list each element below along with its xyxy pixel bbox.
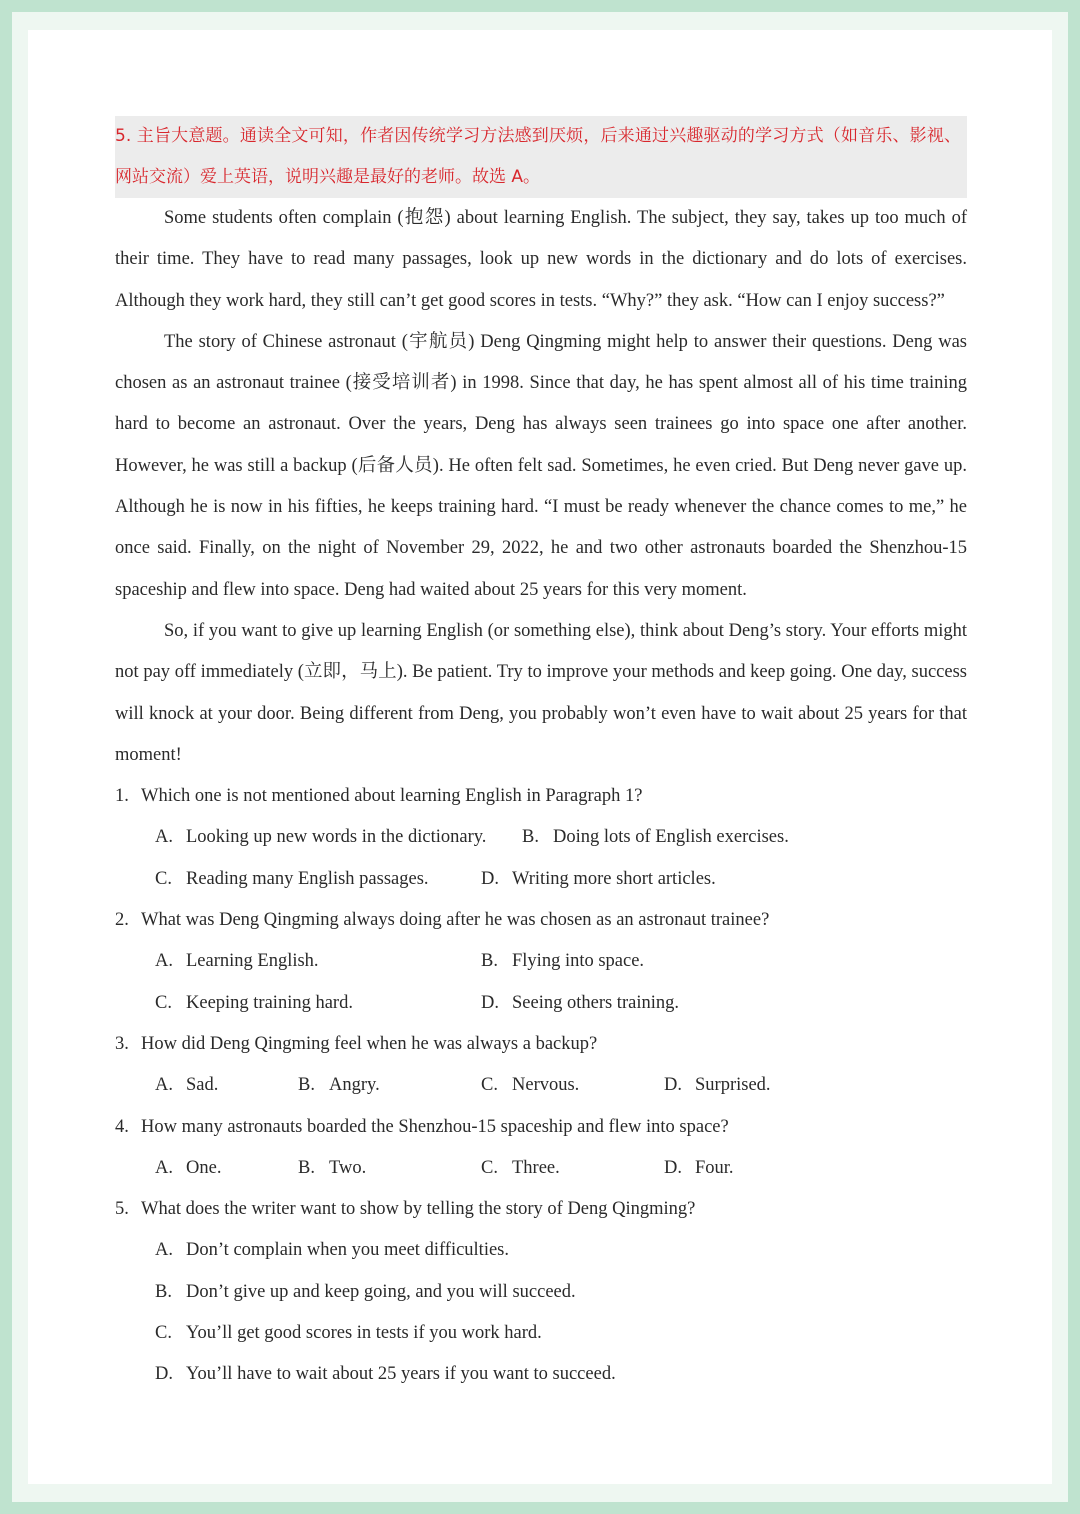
option-b[interactable]: B. Flying into space. — [481, 951, 645, 972]
option-a[interactable]: A. Looking up new words in the dictionary. — [155, 827, 487, 848]
question-2-options-row-2 — [115, 983, 967, 1024]
question-number: 4. — [115, 1116, 129, 1137]
question-3 — [115, 1024, 967, 1065]
question-1-options-row-1 — [115, 817, 967, 858]
question-number: 1. — [115, 786, 129, 807]
question-2 — [115, 900, 967, 941]
question-text: How many astronauts boarded the Shenzhou-15 spaceship and flew into space? — [141, 1116, 729, 1137]
option-a[interactable]: A. One. — [155, 1157, 222, 1178]
option-a[interactable]: A. Learning English. — [155, 951, 319, 972]
option-a[interactable]: A. Don’t complain when you meet difficulties. — [155, 1240, 510, 1261]
option-c[interactable]: C. You’ll get good scores in tests if you work hard. — [155, 1323, 542, 1344]
passage-paragraph-3: So, if you want to give up learning English (or something else), think about Deng’s story. Your efforts might not pay off immediately (立即，马上). Be patient. Try to improve your methods and keep going. One day, success will knock at your door. Being different from Deng, you probably won’t even have to wait about 25 years for that moment! — [115, 620, 967, 765]
passage-paragraph-2: The story of Chinese astronaut (宇航员) Deng Qingming might help to answer their questions. Deng was chosen as an astronaut trainee (接受培训者) in 1998. Since that day, he has spent almost all of his time training hard to become an astronaut. Over the years, Deng has always seen trainees go into space one after another. However, he was still a backup (后备人员). He often felt sad. Sometimes, he even cried. But Deng never gave up. Although he is now in his fifties, he keeps training hard. “I must be ready whenever the chance comes to me,” he once said. Finally, on the night of November 29, 2022, he and two other astronauts boarded the Shenzhou-15 spaceship and flew into space. Deng had waited about 25 years for this very moment. — [115, 331, 967, 600]
question-text: What was Deng Qingming always doing after he was chosen as an astronaut trainee? — [141, 910, 770, 931]
question-2-options-row-1 — [115, 941, 967, 982]
question-number: 2. — [115, 910, 129, 931]
question-4-options-row — [115, 1148, 967, 1189]
document-page — [28, 30, 1052, 1484]
question-1-options-row-2 — [115, 859, 967, 900]
option-d[interactable]: D. Seeing others training. — [481, 992, 679, 1013]
question-1 — [115, 776, 967, 817]
question-number: 5. — [115, 1199, 129, 1220]
option-a[interactable]: A. Sad. — [155, 1075, 219, 1096]
option-d[interactable]: D. Writing more short articles. — [481, 868, 716, 889]
question-number: 3. — [115, 1033, 129, 1054]
question-text: Which one is not mentioned about learning English in Paragraph 1? — [141, 786, 643, 807]
option-c[interactable]: C. Reading many English passages. — [155, 868, 429, 889]
option-b[interactable]: B. Doing lots of English exercises. — [522, 827, 789, 848]
question-text: What does the writer want to show by telling the story of Deng Qingming? — [141, 1199, 696, 1220]
answer-explanation: 5. 主旨大意题。通读全文可知，作者因传统学习方法感到厌烦，后来通过兴趣驱动的学习方式（如音乐、影视、网站交流）爱上英语，说明兴趣是最好的老师。故选 A。 — [115, 116, 967, 198]
question-text: How did Deng Qingming feel when he was always a backup? — [141, 1033, 598, 1054]
option-b[interactable]: B. Angry. — [298, 1075, 380, 1096]
option-b[interactable]: B. Two. — [298, 1157, 367, 1178]
question-3-options-row — [115, 1065, 967, 1106]
question-5 — [115, 1189, 967, 1230]
document-content — [115, 116, 967, 1396]
option-d[interactable]: D. You’ll have to wait about 25 years if you want to succeed. — [155, 1364, 616, 1385]
option-c[interactable]: C. Nervous. — [481, 1075, 580, 1096]
option-c[interactable]: C. Three. — [481, 1157, 560, 1178]
option-d[interactable]: D. Four. — [664, 1157, 734, 1178]
option-c[interactable]: C. Keeping training hard. — [155, 992, 353, 1013]
option-d[interactable]: D. Surprised. — [664, 1075, 771, 1096]
passage-paragraph-1: Some students often complain (抱怨) about learning English. The subject, they say, takes up too much of their time. They have to read many passages, look up new words in the dictionary and do lots of exercises. Although they work hard, they still can’t get good scores in tests. “Why?” they ask. “How can I enjoy success?” — [115, 208, 967, 311]
option-b[interactable]: B. Don’t give up and keep going, and you will succeed. — [155, 1281, 576, 1302]
question-4 — [115, 1107, 967, 1148]
